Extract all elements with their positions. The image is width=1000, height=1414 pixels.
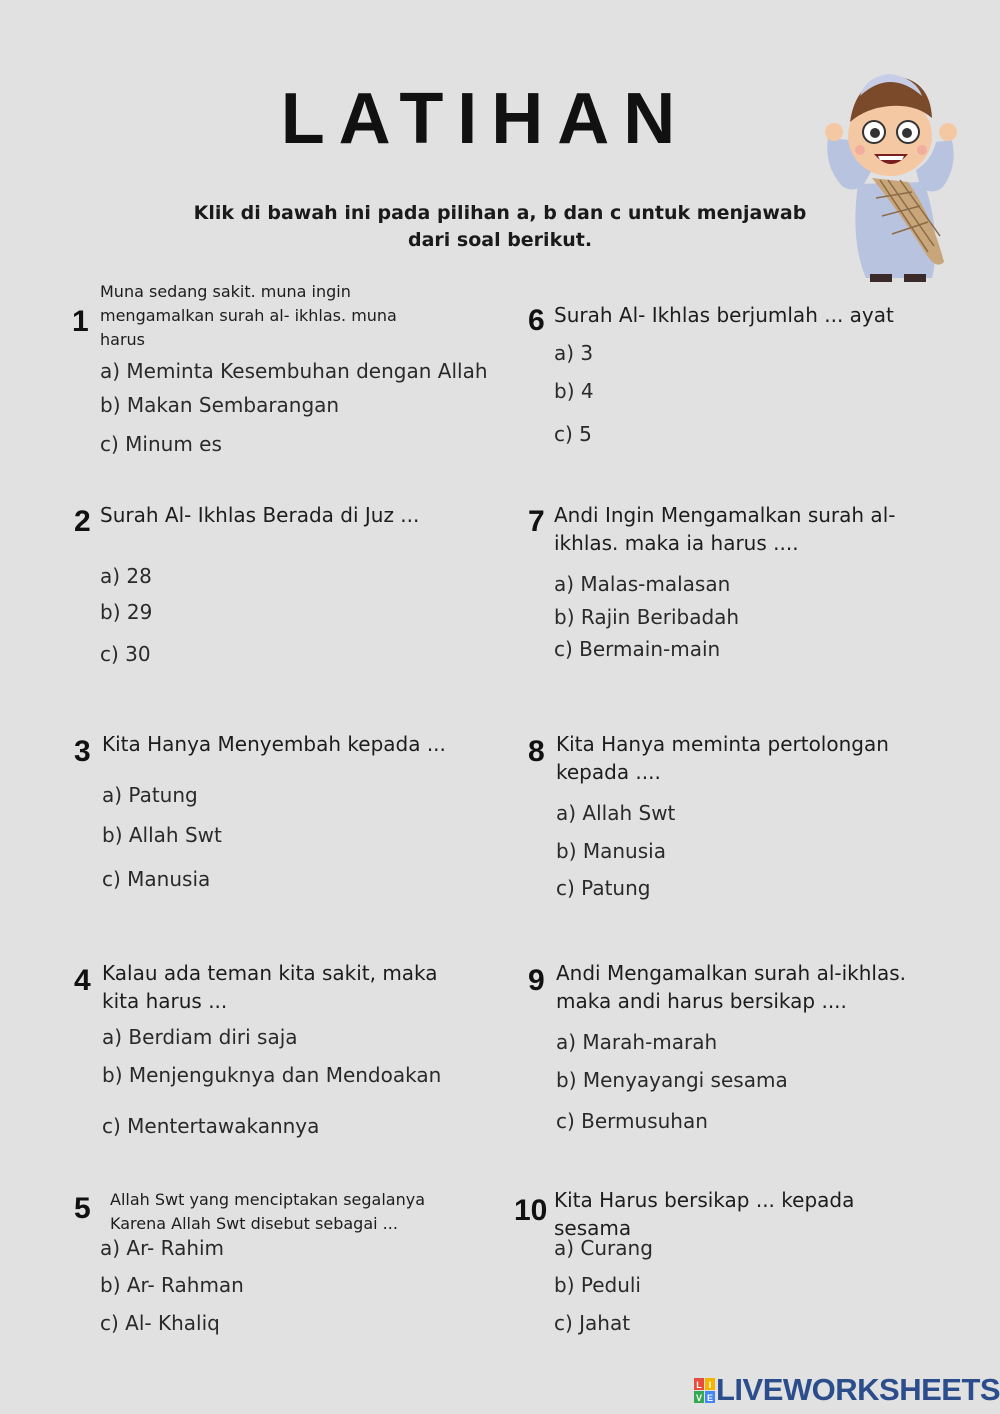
question-8-option-c[interactable]: c) Patung bbox=[556, 876, 651, 900]
question-10-option-a[interactable]: a) Curang bbox=[554, 1236, 653, 1260]
question-4-option-a[interactable]: a) Berdiam diri saja bbox=[102, 1025, 298, 1049]
question-6-option-b[interactable]: b) 4 bbox=[554, 379, 594, 403]
liveworksheets-brand-text: LIVEWORKSHEETS bbox=[716, 1372, 1000, 1407]
question-7-text: Andi Ingin Mengamalkan surah al-ikhlas. maka ia harus .... bbox=[554, 503, 896, 555]
question-3-number: 3 bbox=[74, 735, 91, 768]
question-1-text: Muna sedang sakit. muna ingin mengamalkan surah al- ikhlas. muna harus bbox=[100, 282, 397, 349]
question-7-option-a[interactable]: a) Malas-malasan bbox=[554, 572, 731, 596]
question-9-text: Andi Mengamalkan surah al-ikhlas. maka andi harus bersikap .... bbox=[556, 961, 907, 1013]
question-1-number: 1 bbox=[72, 305, 89, 338]
question-10-number: 10 bbox=[514, 1194, 548, 1227]
question-8-option-b[interactable]: b) Manusia bbox=[556, 839, 666, 863]
question-3-option-c[interactable]: c) Manusia bbox=[102, 867, 211, 891]
page-title: LATIHAN bbox=[280, 79, 690, 159]
logo-letter-i: I bbox=[708, 1380, 712, 1390]
question-10-option-c[interactable]: c) Jahat bbox=[554, 1311, 631, 1335]
question-5-text: Allah Swt yang menciptakan segalanya Karena Allah Swt disebut sebagai ... bbox=[110, 1190, 425, 1233]
question-5-number: 5 bbox=[74, 1192, 91, 1225]
question-2-text: Surah Al- Ikhlas Berada di Juz ... bbox=[100, 503, 420, 527]
question-4-text: Kalau ada teman kita sakit, maka kita harus ... bbox=[102, 961, 438, 1013]
question-3-option-a[interactable]: a) Patung bbox=[102, 783, 198, 807]
question-5-option-b[interactable]: b) Ar- Rahman bbox=[100, 1273, 244, 1297]
question-1-option-a[interactable]: a) Meminta Kesembuhan dengan Allah bbox=[100, 359, 488, 383]
question-1-option-b[interactable]: b) Makan Sembarangan bbox=[100, 393, 340, 417]
instruction-text: Klik di bawah ini pada pilihan a, b dan c untuk menjawab dari soal berikut. bbox=[193, 202, 807, 251]
question-6-text: Surah Al- Ikhlas berjumlah ... ayat bbox=[554, 303, 894, 327]
logo-letter-e: E bbox=[706, 1393, 714, 1403]
question-10-option-b[interactable]: b) Peduli bbox=[554, 1273, 641, 1297]
question-6-number: 6 bbox=[528, 304, 545, 337]
liveworksheets-logo-icon bbox=[694, 1378, 716, 1404]
question-7-option-b[interactable]: b) Rajin Beribadah bbox=[554, 605, 740, 629]
question-8-text: Kita Hanya meminta pertolongan kepada .... bbox=[556, 732, 889, 784]
question-9-number: 9 bbox=[528, 964, 545, 997]
question-4-option-b[interactable]: b) Menjenguknya dan Mendoakan bbox=[102, 1063, 442, 1087]
question-2-option-a[interactable]: a) 28 bbox=[100, 564, 152, 588]
logo-letter-v: V bbox=[695, 1393, 703, 1403]
question-4-number: 4 bbox=[74, 964, 91, 997]
question-2-number: 2 bbox=[74, 505, 91, 538]
question-8-number: 8 bbox=[528, 735, 545, 768]
question-4-option-c[interactable]: c) Mentertawakannya bbox=[102, 1114, 320, 1138]
question-7-option-c[interactable]: c) Bermain-main bbox=[554, 637, 721, 661]
question-3-text: Kita Hanya Menyembah kepada ... bbox=[102, 732, 446, 756]
question-8-option-a[interactable]: a) Allah Swt bbox=[556, 801, 676, 825]
question-1-option-c[interactable]: c) Minum es bbox=[100, 432, 222, 456]
question-7-number: 7 bbox=[528, 505, 545, 538]
question-3-option-b[interactable]: b) Allah Swt bbox=[102, 823, 222, 847]
boy-mascot-illustration bbox=[820, 66, 960, 286]
question-2-option-b[interactable]: b) 29 bbox=[100, 600, 153, 624]
question-2-option-c[interactable]: c) 30 bbox=[100, 642, 151, 666]
logo-letter-l: L bbox=[696, 1380, 702, 1390]
question-5-option-c[interactable]: c) Al- Khaliq bbox=[100, 1311, 220, 1335]
question-9-option-c[interactable]: c) Bermusuhan bbox=[556, 1109, 708, 1133]
question-9-option-a[interactable]: a) Marah-marah bbox=[556, 1030, 718, 1054]
question-9-option-b[interactable]: b) Menyayangi sesama bbox=[556, 1068, 788, 1092]
question-6-option-a[interactable]: a) 3 bbox=[554, 341, 594, 365]
question-10-text: Kita Harus bersikap ... kepada sesama bbox=[554, 1188, 855, 1240]
question-5-option-a[interactable]: a) Ar- Rahim bbox=[100, 1236, 225, 1260]
question-6-option-c[interactable]: c) 5 bbox=[554, 422, 592, 446]
